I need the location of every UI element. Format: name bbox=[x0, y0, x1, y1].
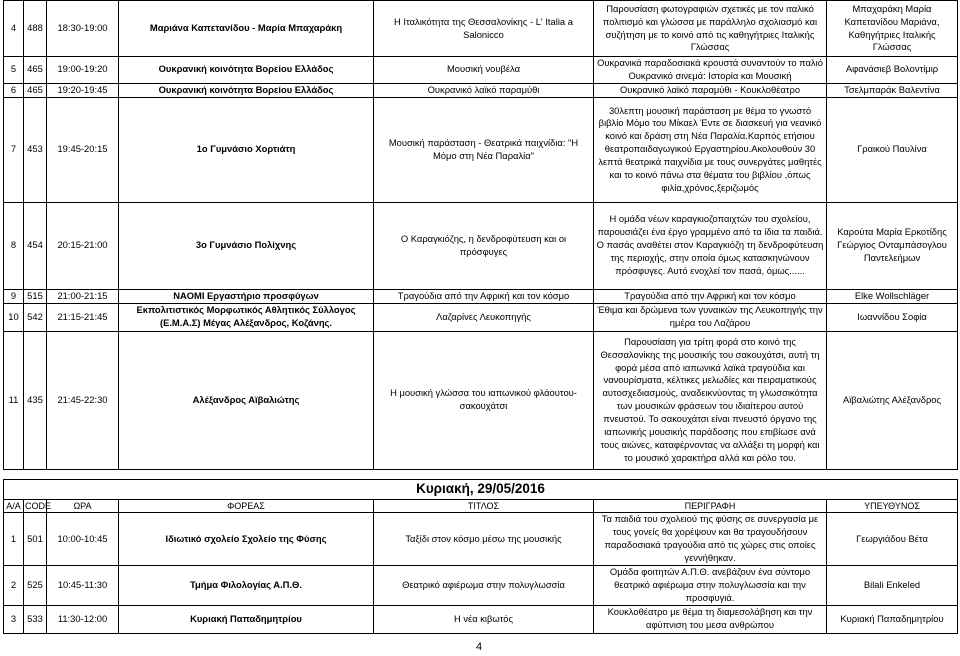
row-organizer: Εκπολιτιστικός Μορφωτικός Αθλητικός Σύλλογος (Ε.Μ.Α.Σ) Μέγας Αλέξανδρος, Κοζάνης. bbox=[119, 303, 374, 331]
row-code: 501 bbox=[24, 513, 47, 566]
row-description: Παρουσίαση φωτογραφιών σχετικές με τον ιταλικό πολιτισμό και γλώσσα με παράλληλο σχολιασμό και συζήτηση με το κοινό από τις καθηγήτριες Ιταλικής Γλώσσας bbox=[594, 1, 827, 57]
row-code: 488 bbox=[24, 1, 47, 57]
row-number: 7 bbox=[4, 97, 24, 202]
row-organizer: Ιδιωτικό σχολείο Σχολείο της Φύσης bbox=[119, 513, 374, 566]
column-header: ΠΕΡΙΓΡΑΦΗ bbox=[594, 499, 827, 512]
row-title: Ταξίδι στον κόσμο μέσω της μουσικής bbox=[374, 513, 594, 566]
table-row bbox=[4, 566, 958, 606]
row-number: 1 bbox=[4, 513, 24, 566]
row-time: 11:30-12:00 bbox=[47, 605, 119, 633]
table-row bbox=[4, 1, 958, 57]
row-number: 2 bbox=[4, 566, 24, 606]
row-number: 9 bbox=[4, 289, 24, 303]
row-number: 11 bbox=[4, 331, 24, 469]
row-description: Τραγούδια από την Αφρική και τον κόσμο bbox=[594, 289, 827, 303]
table-row bbox=[4, 513, 958, 566]
row-title: Μουσική νουβέλα bbox=[374, 57, 594, 84]
row-number: 6 bbox=[4, 83, 24, 97]
row-organizer: Αλέξανδρος Αϊβαλιώτης bbox=[119, 331, 374, 469]
row-time: 10:45-11:30 bbox=[47, 566, 119, 606]
row-time: 19:45-20:15 bbox=[47, 97, 119, 202]
row-number: 8 bbox=[4, 202, 24, 289]
table-row bbox=[4, 97, 958, 202]
program-table-day2 bbox=[3, 479, 958, 634]
row-responsible: Αφανάσιεβ Βολοντίμιρ bbox=[827, 57, 958, 84]
row-organizer: Τμήμα Φιλολογίας Α.Π.Θ. bbox=[119, 566, 374, 606]
row-number: 5 bbox=[4, 57, 24, 84]
row-responsible: Τσελμπαράκ Βαλεντίνα bbox=[827, 83, 958, 97]
row-title: Θεατρικό αφιέρωμα στην πολυγλωσσία bbox=[374, 566, 594, 606]
row-description: Ουκρανικά παραδοσιακά κρουστά συναντούν το παλιό Ουκρανικό σινεμά: Ιστορία και Μουσική bbox=[594, 57, 827, 84]
row-description: Παρουσίαση για τρίτη φορά στο κοινό της Θεσσαλονίκης της μουσικής του σακουχάτσι, αυτή τη φορά μέσα από ιαπωνικά λαϊκά τραγούδια και νανουρίσματα, κέλτικες μελωδίες και πειραματικούς αυτοσχεδιασμούς, αναδεικνύοντας τη γλωσσικότητα των μουσικών φράσεων του ιδιαίτερου αυτού πνευστού. Το σακουχάτσι είναι πνευστό όργανο της ιαπωνικής μουσικής παράδοσης που επιβίωσε ανά τους αιώνες, καταφέρνοντας να αλλάξει τη μορφή και το μουσικό χαρακτήρα αλλά και ρόλο του. bbox=[594, 331, 827, 469]
row-code: 453 bbox=[24, 97, 47, 202]
row-organizer: Ουκρανική κοινότητα Βορείου Ελλάδος bbox=[119, 83, 374, 97]
row-number: 4 bbox=[4, 1, 24, 57]
row-code: 525 bbox=[24, 566, 47, 606]
row-time: 20:15-21:00 bbox=[47, 202, 119, 289]
row-organizer: 3ο Γυμνάσιο Πολίχνης bbox=[119, 202, 374, 289]
row-time: 19:20-19:45 bbox=[47, 83, 119, 97]
row-code: 533 bbox=[24, 605, 47, 633]
row-responsible: Καρούτα Μαρία Ερκοτίδης Γεώργιος Ονταμπάσογλου Παντελεήμων bbox=[827, 202, 958, 289]
table-row bbox=[4, 605, 958, 633]
row-organizer: Ουκρανική κοινότητα Βορείου Ελλάδος bbox=[119, 57, 374, 84]
row-code: 435 bbox=[24, 331, 47, 469]
row-description: Η ομάδα νέων καραγκιοζοπαιχτών του σχολείου, παρουσιάζει ένα έργο γραμμένο από τα ίδια τα παιδιά. Ο πασάς αναθέτει στον Καραγκιόζη τη δενδροφύτευση της περιοχής, στην οποία όμως κατασκηνώνουν πρόσφυγες. Αυτό ενοχλεί τον πασά, όμως...... bbox=[594, 202, 827, 289]
row-number: 10 bbox=[4, 303, 24, 331]
row-time: 21:00-21:15 bbox=[47, 289, 119, 303]
row-title: Η μουσική γλώσσα του ιαπωνικού φλάουτου-σακουχάτσι bbox=[374, 331, 594, 469]
page-number: 4 bbox=[476, 641, 483, 653]
row-description: Ουκρανικό λαϊκό παραμύθι - Κουκλοθέατρο bbox=[594, 83, 827, 97]
row-responsible: Μπαχαράκη Μαρία Καπετανίδου Μαριάνα, Καθηγήτριες Ιταλικής Γλώσσας bbox=[827, 1, 958, 57]
table-row bbox=[4, 202, 958, 289]
row-time: 10:00-10:45 bbox=[47, 513, 119, 566]
row-time: 18:30-19:00 bbox=[47, 1, 119, 57]
row-title: Μουσική παράσταση - Θεατρικά παιχνίδια: "Η Μόμο στη Νέα Παραλία" bbox=[374, 97, 594, 202]
row-organizer: NAOMI Εργαστήριο προσφύγων bbox=[119, 289, 374, 303]
row-description: 30λεπτη μουσική παράσταση με θέμα το γνωστό βιβλίο Μόμο του Μίκαελ Έντε σε διασκευή για νεανικό κοινό και δράση στη Νέα Παραλία.Καρπός ετήσιου θεατροπαιδαγωγικού Εργαστηρίου.Ακολουθούν 30 λεπτά θεατρικά παιχνίδια με τους συνεργάτες μαθητές και το κοινό πάνω στα θέματα του βιβλίου ,όπως φιλία,χρόνος,ξεριζωμός bbox=[594, 97, 827, 202]
row-title: Ο Καραγκιόζης, η δενδροφύτευση και οι πρόσφυγες bbox=[374, 202, 594, 289]
row-time: 19:00-19:20 bbox=[47, 57, 119, 84]
row-responsible: Γραικού Παυλίνα bbox=[827, 97, 958, 202]
row-code: 454 bbox=[24, 202, 47, 289]
row-code: 465 bbox=[24, 83, 47, 97]
row-title: Η νέα κιβωτός bbox=[374, 605, 594, 633]
table-row bbox=[4, 289, 958, 303]
table-row bbox=[4, 57, 958, 84]
row-code: 515 bbox=[24, 289, 47, 303]
row-title: Ουκρανικό λαϊκό παραμύθι bbox=[374, 83, 594, 97]
column-header: Α/Α bbox=[4, 499, 24, 512]
column-header: ΤΙΤΛΟΣ bbox=[374, 499, 594, 512]
row-title: Τραγούδια από την Αφρική και τον κόσμο bbox=[374, 289, 594, 303]
table-row bbox=[4, 303, 958, 331]
column-header: ΥΠΕΥΘΥΝΟΣ bbox=[827, 499, 958, 512]
row-responsible: Κυριακή Παπαδημητρίου bbox=[827, 605, 958, 633]
table-row bbox=[4, 331, 958, 469]
column-header: ΦΟΡΕΑΣ bbox=[119, 499, 374, 512]
row-time: 21:45-22:30 bbox=[47, 331, 119, 469]
row-title: Λαζαρίνες Λευκοπηγής bbox=[374, 303, 594, 331]
row-organizer: Μαριάνα Καπετανίδου - Μαρία Μπαχαράκη bbox=[119, 1, 374, 57]
table-header-row bbox=[4, 499, 958, 512]
day-heading: Κυριακή, 29/05/2016 bbox=[4, 480, 958, 500]
row-responsible: Γεωργιάδου Βέτα bbox=[827, 513, 958, 566]
row-title: Η Ιταλικότητα της Θεσσαλονίκης - L' Italia a Salonicco bbox=[374, 1, 594, 57]
row-description: Ομάδα φοιτητών Α.Π.Θ. ανεβάζουν ένα σύντομο θεατρικό αφιέρωμα στην πολυγλωσσία και την προσφυγιά. bbox=[594, 566, 827, 606]
row-time: 21:15-21:45 bbox=[47, 303, 119, 331]
column-header: CODE bbox=[25, 500, 52, 511]
row-description: Έθιμα και δρώμενα των γυναικών της Λευκοπηγής την ημέρα του Λαζάρου bbox=[594, 303, 827, 331]
row-organizer: Κυριακή Παπαδημητρίου bbox=[119, 605, 374, 633]
row-responsible: Elke Wollschläger bbox=[827, 289, 958, 303]
row-responsible: Ιωαννίδου Σοφία bbox=[827, 303, 958, 331]
table-row bbox=[4, 83, 958, 97]
row-code: 465 bbox=[24, 57, 47, 84]
row-number: 3 bbox=[4, 605, 24, 633]
row-organizer: 1ο Γυμνάσιο Χορτιάτη bbox=[119, 97, 374, 202]
row-responsible: Bilali Enkeled bbox=[827, 566, 958, 606]
program-table-day1 bbox=[3, 0, 958, 470]
column-header: ΩΡΑ bbox=[47, 499, 119, 512]
row-description: Τα παιδιά του σχολειού της φύσης σε συνεργασία με τους γονείς θα χορέψουν και θα τραγουδήσουν παραδοσιακά τραγούδια από τις χώρες στις οποίες γεννήθηκαν. bbox=[594, 513, 827, 566]
row-responsible: Αϊβαλιώτης Αλέξανδρος bbox=[827, 331, 958, 469]
row-description: Κουκλοθέατρο με θέμα τη διαμεσολάβηση και την αφύπνιση του μεσα ανθρώπου bbox=[594, 605, 827, 633]
row-code: 542 bbox=[24, 303, 47, 331]
